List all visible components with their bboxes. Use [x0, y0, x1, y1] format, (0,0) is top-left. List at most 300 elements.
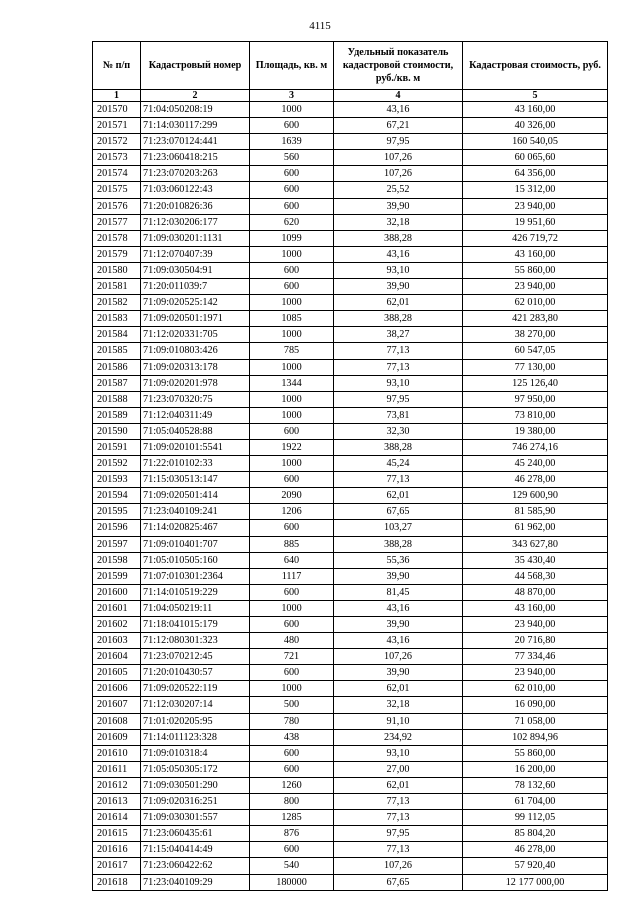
area-cell: 1639: [250, 134, 334, 150]
row-number-cell: 201584: [93, 327, 141, 343]
cadastral-cost-cell: 81 585,90: [463, 504, 608, 520]
row-number-cell: 201599: [93, 568, 141, 584]
table-row: [93, 359, 608, 375]
specific-value-cell: 39,90: [334, 198, 463, 214]
specific-value-cell: 91,10: [334, 713, 463, 729]
table-row: [93, 262, 608, 278]
row-number-cell: 201593: [93, 472, 141, 488]
row-number-cell: 201608: [93, 713, 141, 729]
cadastral-cost-cell: 19 951,60: [463, 214, 608, 230]
specific-value-cell: 103,27: [334, 520, 463, 536]
cadastral-number-cell: 71:09:010401:707: [141, 536, 250, 552]
table-row: [93, 279, 608, 295]
cadastral-number-cell: 71:09:020201:978: [141, 375, 250, 391]
row-number-cell: 201587: [93, 375, 141, 391]
specific-value-cell: 39,90: [334, 568, 463, 584]
table-row: [93, 810, 608, 826]
table-row: [93, 198, 608, 214]
row-number-cell: 201594: [93, 488, 141, 504]
column-number: 4: [334, 90, 463, 102]
area-cell: 438: [250, 729, 334, 745]
area-cell: 1260: [250, 777, 334, 793]
row-number-cell: 201590: [93, 423, 141, 439]
specific-value-cell: 107,26: [334, 858, 463, 874]
row-number-cell: 201595: [93, 504, 141, 520]
table-row: [93, 102, 608, 118]
area-cell: 600: [250, 262, 334, 278]
row-number-cell: 201602: [93, 617, 141, 633]
column-number-row: [93, 90, 608, 102]
table-row: [93, 407, 608, 423]
cadastral-number-cell: 71:09:030504:91: [141, 262, 250, 278]
cadastral-value-table: [92, 41, 608, 891]
area-cell: 1285: [250, 810, 334, 826]
cadastral-number-cell: 71:20:010430:57: [141, 665, 250, 681]
specific-value-cell: 107,26: [334, 166, 463, 182]
cadastral-cost-cell: 23 940,00: [463, 198, 608, 214]
specific-value-cell: 62,01: [334, 295, 463, 311]
cadastral-number-cell: 71:12:070407:39: [141, 246, 250, 262]
specific-value-cell: 67,65: [334, 874, 463, 890]
row-number-cell: 201592: [93, 456, 141, 472]
row-number-cell: 201574: [93, 166, 141, 182]
table-row: [93, 777, 608, 793]
cadastral-cost-cell: 43 160,00: [463, 600, 608, 616]
row-number-cell: 201610: [93, 745, 141, 761]
cadastral-number-cell: 71:09:020522:119: [141, 681, 250, 697]
cadastral-number-cell: 71:15:030513:147: [141, 472, 250, 488]
specific-value-cell: 77,13: [334, 343, 463, 359]
table-row: [93, 182, 608, 198]
cadastral-cost-cell: 43 160,00: [463, 102, 608, 118]
cadastral-number-cell: 71:20:011039:7: [141, 279, 250, 295]
cadastral-cost-cell: 40 326,00: [463, 118, 608, 134]
area-cell: 600: [250, 584, 334, 600]
row-number-cell: 201597: [93, 536, 141, 552]
cadastral-number-cell: 71:05:050305:172: [141, 761, 250, 777]
area-cell: 600: [250, 279, 334, 295]
area-cell: 600: [250, 665, 334, 681]
table-row: [93, 439, 608, 455]
cadastral-cost-cell: 746 274,16: [463, 439, 608, 455]
table-row: [93, 343, 608, 359]
cadastral-number-cell: 71:18:041015:179: [141, 617, 250, 633]
table-row: [93, 713, 608, 729]
area-cell: 1000: [250, 246, 334, 262]
specific-value-cell: 107,26: [334, 150, 463, 166]
specific-value-cell: 39,90: [334, 665, 463, 681]
area-cell: 600: [250, 166, 334, 182]
cadastral-number-cell: 71:14:010519:229: [141, 584, 250, 600]
specific-value-cell: 55,36: [334, 552, 463, 568]
area-cell: 876: [250, 826, 334, 842]
specific-value-cell: 62,01: [334, 777, 463, 793]
row-number-cell: 201580: [93, 262, 141, 278]
area-cell: 1000: [250, 295, 334, 311]
area-cell: 885: [250, 536, 334, 552]
cadastral-cost-cell: 19 380,00: [463, 423, 608, 439]
table-row: [93, 794, 608, 810]
area-cell: 560: [250, 150, 334, 166]
cadastral-cost-cell: 23 940,00: [463, 617, 608, 633]
cadastral-number-cell: 71:23:070212:45: [141, 649, 250, 665]
area-cell: 2090: [250, 488, 334, 504]
cadastral-cost-cell: 77 334,46: [463, 649, 608, 665]
table-row: [93, 826, 608, 842]
column-number: 5: [463, 90, 608, 102]
area-cell: 1000: [250, 391, 334, 407]
table-row: [93, 536, 608, 552]
specific-value-cell: 97,95: [334, 134, 463, 150]
cadastral-cost-cell: 44 568,30: [463, 568, 608, 584]
cadastral-cost-cell: 99 112,05: [463, 810, 608, 826]
specific-value-cell: 39,90: [334, 617, 463, 633]
cadastral-number-cell: 71:23:060435:61: [141, 826, 250, 842]
row-number-cell: 201588: [93, 391, 141, 407]
cadastral-cost-cell: 60 547,05: [463, 343, 608, 359]
area-cell: 721: [250, 649, 334, 665]
cadastral-cost-cell: 62 010,00: [463, 295, 608, 311]
cadastral-number-cell: 71:23:040109:29: [141, 874, 250, 890]
row-number-cell: 201615: [93, 826, 141, 842]
table-row: [93, 858, 608, 874]
area-cell: 600: [250, 617, 334, 633]
cadastral-cost-cell: 426 719,72: [463, 230, 608, 246]
row-number-cell: 201617: [93, 858, 141, 874]
specific-value-cell: 73,81: [334, 407, 463, 423]
table-row: [93, 488, 608, 504]
row-number-cell: 201601: [93, 600, 141, 616]
table-row: [93, 118, 608, 134]
table-row: [93, 504, 608, 520]
area-cell: 600: [250, 745, 334, 761]
cadastral-cost-cell: 125 126,40: [463, 375, 608, 391]
row-number-cell: 201586: [93, 359, 141, 375]
table-row: [93, 295, 608, 311]
table-row: [93, 745, 608, 761]
table-row: [93, 214, 608, 230]
cadastral-cost-cell: 102 894,96: [463, 729, 608, 745]
column-number: 2: [141, 90, 250, 102]
table-row: [93, 375, 608, 391]
area-cell: 600: [250, 182, 334, 198]
row-number-cell: 201606: [93, 681, 141, 697]
row-number-cell: 201573: [93, 150, 141, 166]
page-number: 4115: [309, 20, 331, 32]
specific-value-cell: 234,92: [334, 729, 463, 745]
area-cell: 1000: [250, 102, 334, 118]
column-number: 3: [250, 90, 334, 102]
area-cell: 800: [250, 794, 334, 810]
specific-value-cell: 93,10: [334, 262, 463, 278]
row-number-cell: 201598: [93, 552, 141, 568]
table-row: [93, 520, 608, 536]
cadastral-number-cell: 71:04:050208:19: [141, 102, 250, 118]
table-row: [93, 874, 608, 890]
cadastral-number-cell: 71:09:020313:178: [141, 359, 250, 375]
specific-value-cell: 62,01: [334, 681, 463, 697]
specific-value-cell: 77,13: [334, 810, 463, 826]
cadastral-number-cell: 71:22:010102:33: [141, 456, 250, 472]
cadastral-number-cell: 71:23:070124:441: [141, 134, 250, 150]
specific-value-cell: 67,65: [334, 504, 463, 520]
cadastral-cost-cell: 85 804,20: [463, 826, 608, 842]
specific-value-cell: 62,01: [334, 488, 463, 504]
area-cell: 1206: [250, 504, 334, 520]
specific-value-cell: 388,28: [334, 311, 463, 327]
area-cell: 600: [250, 472, 334, 488]
specific-value-cell: 77,13: [334, 794, 463, 810]
table-row: [93, 150, 608, 166]
row-number-cell: 201576: [93, 198, 141, 214]
cadastral-cost-cell: 23 940,00: [463, 279, 608, 295]
specific-value-cell: 77,13: [334, 842, 463, 858]
specific-value-cell: 77,13: [334, 359, 463, 375]
row-number-cell: 201614: [93, 810, 141, 826]
cadastral-number-cell: 71:03:060122:43: [141, 182, 250, 198]
table-row: [93, 729, 608, 745]
area-cell: 600: [250, 842, 334, 858]
cadastral-number-cell: 71:04:050219:11: [141, 600, 250, 616]
area-cell: 180000: [250, 874, 334, 890]
row-number-cell: 201575: [93, 182, 141, 198]
table-row: [93, 391, 608, 407]
row-number-cell: 201578: [93, 230, 141, 246]
table-row: [93, 456, 608, 472]
row-number-cell: 201607: [93, 697, 141, 713]
row-number-cell: 201589: [93, 407, 141, 423]
cadastral-cost-cell: 46 278,00: [463, 472, 608, 488]
row-number-cell: 201583: [93, 311, 141, 327]
area-cell: 1000: [250, 327, 334, 343]
table-header-row: [93, 42, 608, 90]
cadastral-number-cell: 71:23:070203:263: [141, 166, 250, 182]
table-row: [93, 649, 608, 665]
table-row: [93, 842, 608, 858]
specific-value-cell: 25,52: [334, 182, 463, 198]
area-cell: 1099: [250, 230, 334, 246]
row-number-cell: 201582: [93, 295, 141, 311]
cadastral-cost-cell: 15 312,00: [463, 182, 608, 198]
cadastral-cost-cell: 16 090,00: [463, 697, 608, 713]
cadastral-cost-cell: 55 860,00: [463, 745, 608, 761]
cadastral-number-cell: 71:12:020331:705: [141, 327, 250, 343]
row-number-cell: 201611: [93, 761, 141, 777]
table-row: [93, 134, 608, 150]
row-number-cell: 201618: [93, 874, 141, 890]
cadastral-number-cell: 71:20:010826:36: [141, 198, 250, 214]
table-row: [93, 568, 608, 584]
header-specific-value: Удельный показатель кадастровой стоимости, руб./кв. м: [334, 42, 463, 90]
table-row: [93, 761, 608, 777]
cadastral-number-cell: 71:12:030206:177: [141, 214, 250, 230]
area-cell: 600: [250, 761, 334, 777]
header-area: Площадь, кв. м: [250, 42, 334, 90]
cadastral-cost-cell: 43 160,00: [463, 246, 608, 262]
table-row: [93, 633, 608, 649]
specific-value-cell: 93,10: [334, 375, 463, 391]
specific-value-cell: 32,18: [334, 214, 463, 230]
area-cell: 480: [250, 633, 334, 649]
cadastral-number-cell: 71:15:040414:49: [141, 842, 250, 858]
row-number-cell: 201579: [93, 246, 141, 262]
cadastral-number-cell: 71:12:030207:14: [141, 697, 250, 713]
specific-value-cell: 32,30: [334, 423, 463, 439]
area-cell: 1922: [250, 439, 334, 455]
cadastral-number-cell: 71:23:040109:241: [141, 504, 250, 520]
table-row: [93, 617, 608, 633]
cadastral-cost-cell: 343 627,80: [463, 536, 608, 552]
cadastral-cost-cell: 46 278,00: [463, 842, 608, 858]
table-row: [93, 665, 608, 681]
cadastral-number-cell: 71:09:020101:5541: [141, 439, 250, 455]
cadastral-number-cell: 71:09:020525:142: [141, 295, 250, 311]
header-cadastral-number: Кадастровый номер: [141, 42, 250, 90]
cadastral-cost-cell: 61 704,00: [463, 794, 608, 810]
cadastral-number-cell: 71:12:080301:323: [141, 633, 250, 649]
cadastral-number-cell: 71:14:020825:467: [141, 520, 250, 536]
cadastral-cost-cell: 16 200,00: [463, 761, 608, 777]
cadastral-cost-cell: 12 177 000,00: [463, 874, 608, 890]
row-number-cell: 201571: [93, 118, 141, 134]
area-cell: 600: [250, 520, 334, 536]
row-number-cell: 201591: [93, 439, 141, 455]
table-body: [93, 102, 608, 891]
area-cell: 1000: [250, 359, 334, 375]
cadastral-cost-cell: 20 716,80: [463, 633, 608, 649]
area-cell: 600: [250, 198, 334, 214]
cadastral-number-cell: 71:09:030301:557: [141, 810, 250, 826]
specific-value-cell: 38,27: [334, 327, 463, 343]
cadastral-cost-cell: 55 860,00: [463, 262, 608, 278]
cadastral-cost-cell: 97 950,00: [463, 391, 608, 407]
area-cell: 1000: [250, 681, 334, 697]
row-number-cell: 201609: [93, 729, 141, 745]
table-row: [93, 230, 608, 246]
table-row: [93, 681, 608, 697]
table-row: [93, 697, 608, 713]
cadastral-number-cell: 71:23:060418:215: [141, 150, 250, 166]
cadastral-cost-cell: 48 870,00: [463, 584, 608, 600]
specific-value-cell: 27,00: [334, 761, 463, 777]
cadastral-cost-cell: 73 810,00: [463, 407, 608, 423]
cadastral-number-cell: 71:14:011123:328: [141, 729, 250, 745]
cadastral-number-cell: 71:09:020501:1971: [141, 311, 250, 327]
area-cell: 640: [250, 552, 334, 568]
row-number-cell: 201596: [93, 520, 141, 536]
table-row: [93, 423, 608, 439]
cadastral-number-cell: 71:23:070320:75: [141, 391, 250, 407]
cadastral-number-cell: 71:05:040528:88: [141, 423, 250, 439]
cadastral-cost-cell: 71 058,00: [463, 713, 608, 729]
specific-value-cell: 77,13: [334, 472, 463, 488]
specific-value-cell: 388,28: [334, 439, 463, 455]
area-cell: 1344: [250, 375, 334, 391]
table-row: [93, 311, 608, 327]
specific-value-cell: 32,18: [334, 697, 463, 713]
cadastral-number-cell: 71:14:030117:299: [141, 118, 250, 134]
table-row: [93, 584, 608, 600]
row-number-cell: 201616: [93, 842, 141, 858]
row-number-cell: 201577: [93, 214, 141, 230]
cadastral-cost-cell: 38 270,00: [463, 327, 608, 343]
cadastral-number-cell: 71:05:010505:160: [141, 552, 250, 568]
cadastral-number-cell: 71:07:010301:2364: [141, 568, 250, 584]
area-cell: 780: [250, 713, 334, 729]
specific-value-cell: 81,45: [334, 584, 463, 600]
cadastral-number-cell: 71:23:060422:62: [141, 858, 250, 874]
cadastral-number-cell: 71:09:020316:251: [141, 794, 250, 810]
row-number-cell: 201613: [93, 794, 141, 810]
cadastral-cost-cell: 160 540,05: [463, 134, 608, 150]
cadastral-cost-cell: 62 010,00: [463, 681, 608, 697]
row-number-cell: 201604: [93, 649, 141, 665]
area-cell: 785: [250, 343, 334, 359]
area-cell: 1000: [250, 407, 334, 423]
header-cadastral-cost: Кадастровая стоимость, руб.: [463, 42, 608, 90]
specific-value-cell: 39,90: [334, 279, 463, 295]
row-number-cell: 201600: [93, 584, 141, 600]
cadastral-cost-cell: 35 430,40: [463, 552, 608, 568]
area-cell: 1117: [250, 568, 334, 584]
specific-value-cell: 97,95: [334, 826, 463, 842]
column-number: 1: [93, 90, 141, 102]
table-row: [93, 472, 608, 488]
specific-value-cell: 388,28: [334, 536, 463, 552]
cadastral-number-cell: 71:01:020205:95: [141, 713, 250, 729]
cadastral-number-cell: 71:09:010318:4: [141, 745, 250, 761]
cadastral-cost-cell: 77 130,00: [463, 359, 608, 375]
specific-value-cell: 93,10: [334, 745, 463, 761]
cadastral-cost-cell: 23 940,00: [463, 665, 608, 681]
row-number-cell: 201612: [93, 777, 141, 793]
cadastral-cost-cell: 61 962,00: [463, 520, 608, 536]
area-cell: 620: [250, 214, 334, 230]
area-cell: 500: [250, 697, 334, 713]
table-row: [93, 166, 608, 182]
area-cell: 540: [250, 858, 334, 874]
cadastral-cost-cell: 78 132,60: [463, 777, 608, 793]
cadastral-number-cell: 71:09:030201:1131: [141, 230, 250, 246]
row-number-cell: 201585: [93, 343, 141, 359]
row-number-cell: 201581: [93, 279, 141, 295]
area-cell: 600: [250, 423, 334, 439]
row-number-cell: 201572: [93, 134, 141, 150]
cadastral-cost-cell: 57 920,40: [463, 858, 608, 874]
specific-value-cell: 97,95: [334, 391, 463, 407]
cadastral-cost-cell: 129 600,90: [463, 488, 608, 504]
table-row: [93, 327, 608, 343]
table-row: [93, 600, 608, 616]
specific-value-cell: 43,16: [334, 102, 463, 118]
area-cell: 1085: [250, 311, 334, 327]
area-cell: 1000: [250, 456, 334, 472]
row-number-cell: 201570: [93, 102, 141, 118]
specific-value-cell: 45,24: [334, 456, 463, 472]
specific-value-cell: 43,16: [334, 600, 463, 616]
specific-value-cell: 43,16: [334, 246, 463, 262]
area-cell: 1000: [250, 600, 334, 616]
cadastral-cost-cell: 45 240,00: [463, 456, 608, 472]
table-row: [93, 552, 608, 568]
row-number-cell: 201605: [93, 665, 141, 681]
table-row: [93, 246, 608, 262]
cadastral-number-cell: 71:09:030501:290: [141, 777, 250, 793]
cadastral-number-cell: 71:12:040311:49: [141, 407, 250, 423]
area-cell: 600: [250, 118, 334, 134]
cadastral-number-cell: 71:09:020501:414: [141, 488, 250, 504]
cadastral-cost-cell: 60 065,60: [463, 150, 608, 166]
